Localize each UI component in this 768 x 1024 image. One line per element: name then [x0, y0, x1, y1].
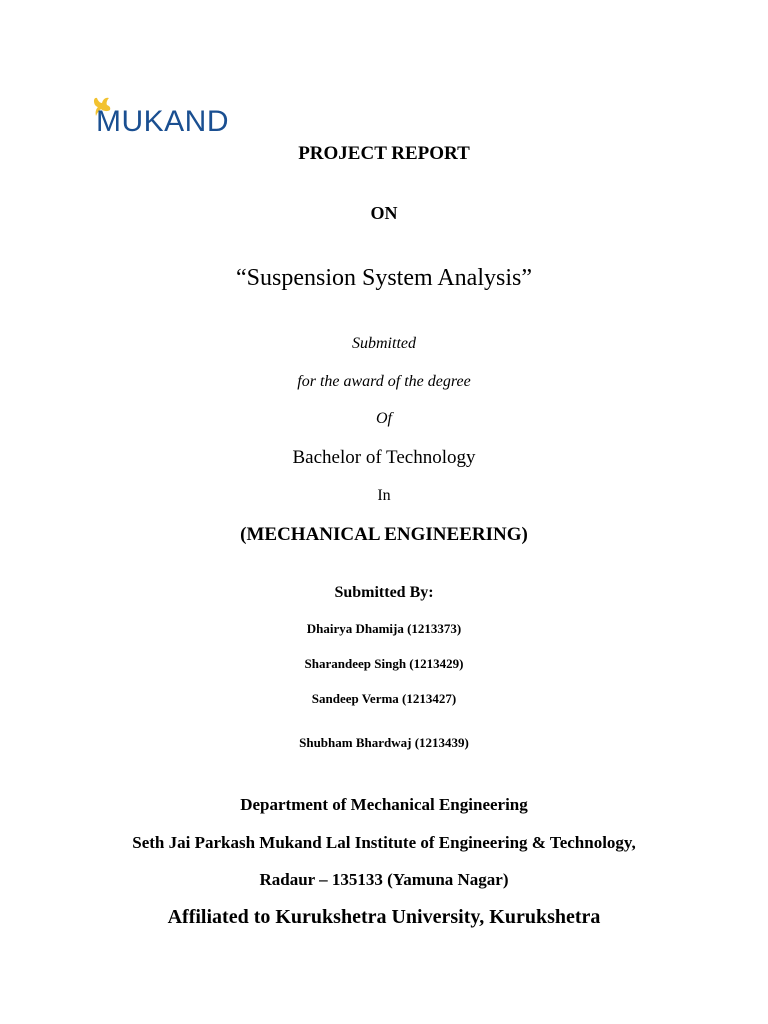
branch-name: (MECHANICAL ENGINEERING): [240, 524, 528, 545]
student-item: Sandeep Verma (1213427): [311, 691, 457, 706]
student-item: Dhairya Dhamija (1213373): [306, 621, 462, 636]
submitted-by-heading: Submitted By:: [334, 584, 434, 601]
institute-address: Radaur – 135133 (Yamuna Nagar): [259, 870, 509, 889]
logo-wordmark: MUKAND: [96, 105, 230, 138]
student-item: Sharandeep Singh (1213429): [304, 656, 464, 671]
on-text: ON: [370, 203, 398, 223]
institute-name: Seth Jai Parkash Mukand Lal Institute of Engineering & Technology,: [132, 833, 636, 852]
report-title: “Suspension System Analysis”: [235, 265, 532, 291]
student-item: Shubham Bhardwaj (1213439): [299, 735, 469, 750]
in-text: In: [377, 487, 391, 504]
university-affiliation: Affiliated to Kurukshetra University, Kurukshetra: [167, 906, 601, 928]
department-name: Department of Mechanical Engineering: [240, 795, 528, 814]
award-text: for the award of the degree: [297, 373, 471, 390]
mukand-logo: [92, 95, 262, 141]
of-text: Of: [376, 410, 392, 427]
degree-name: Bachelor of Technology: [292, 447, 476, 468]
report-heading: PROJECT REPORT: [298, 143, 470, 164]
submitted-text: Submitted: [352, 335, 416, 352]
